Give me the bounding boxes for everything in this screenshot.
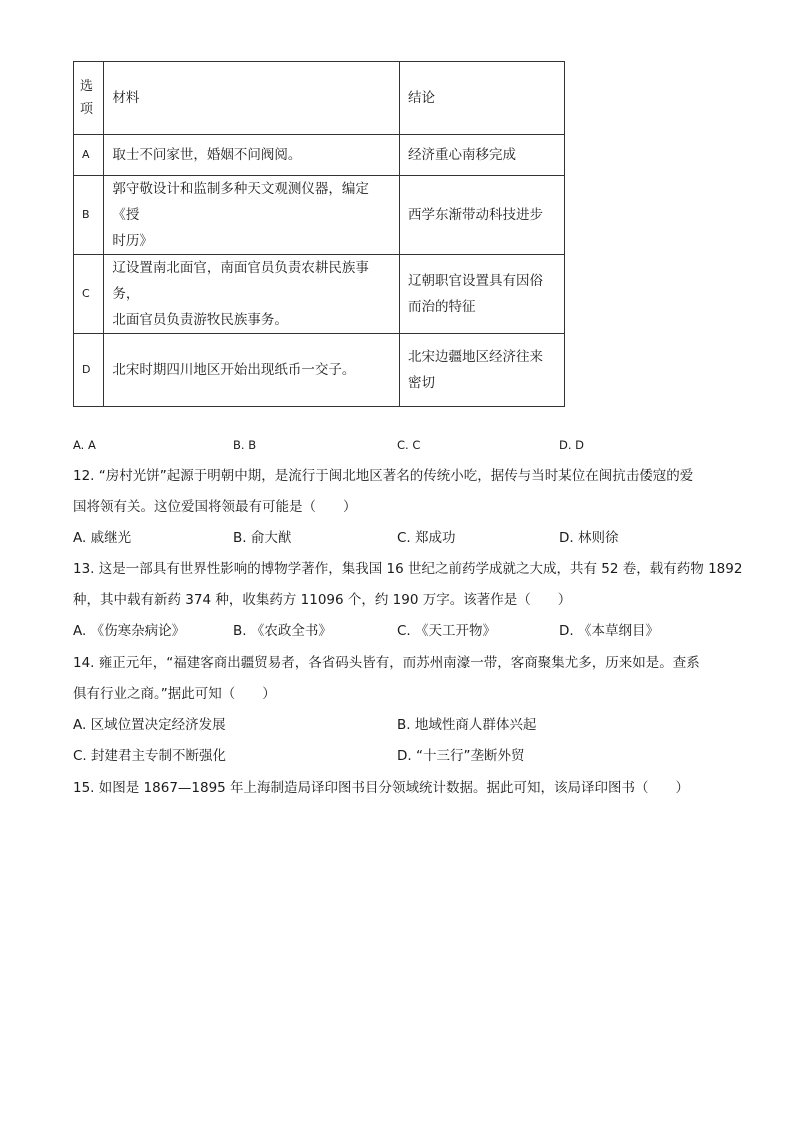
row-conclusion: 北宋边疆地区经济往来 密切 [399,334,564,407]
choice-b[interactable]: B. B [233,438,257,452]
choice-a[interactable]: A. 区域位置决定经济发展 [73,717,226,733]
choice-d[interactable]: D. “十三行”垄断外贸 [397,748,525,764]
question-14-stem-line-1: 14. 雍正元年，“福建客商出疆贸易者，各省码头皆有，而苏州南濠一带，客商聚集尤多，历来如是。查系 [73,655,700,671]
choice-a[interactable]: A. A [73,438,96,452]
question-15-stem-line-1: 15. 如图是 1867—1895 年上海制造局译印图书目分领域统计数据。据此可知，该局译印图书（ ） [73,780,690,796]
question-13-choices [73,621,733,641]
question-14-stem-line-2: 俱有行业之商。”据此可知（ ） [73,686,276,702]
header-option: 选 项 [74,62,104,135]
choice-d[interactable]: D. 林则徐 [559,530,619,546]
table-header-row [74,62,565,135]
choice-d[interactable]: D. 《本草纲目》 [559,623,659,639]
row-option: A [74,135,104,176]
question-12-stem-line-1: 12. “房村光饼”起源于明朝中期，是流行于闽北地区著名的传统小吃，据传与当时某位在闽抗击倭寇的爱 [73,468,694,484]
row-material: 取士不问家世，婚姻不问阀阅。 [104,135,400,176]
choice-c[interactable]: C. C [397,438,421,452]
choice-c[interactable]: C. 封建君主专制不断强化 [73,748,227,764]
table-row [74,176,565,255]
row-conclusion: 经济重心南移完成 [399,135,564,176]
choice-c[interactable]: C. 郑成功 [397,530,456,546]
row-conclusion: 西学东渐带动科技进步 [399,176,564,255]
table-row [74,255,565,334]
question-11-table [73,61,565,407]
row-option: C [74,255,104,334]
choice-b[interactable]: B. 《农政全书》 [233,623,332,639]
row-option: D [74,334,104,407]
choice-c[interactable]: C. 《天工开物》 [397,623,497,639]
question-12-choices [73,528,733,548]
row-material: 北宋时期四川地区开始出现纸币一交子。 [104,334,400,407]
header-conclusion: 结论 [399,62,564,135]
question-14-choices-row-2 [73,746,733,766]
choice-d[interactable]: D. D [559,438,585,452]
question-11-choices [73,435,733,455]
choice-a[interactable]: A. 《伤寒杂病论》 [73,623,186,639]
choice-a[interactable]: A. 戚继光 [73,530,132,546]
row-option: B [74,176,104,255]
table-row [74,135,565,176]
question-12-stem-line-2: 国将领有关。这位爱国将领最有可能是（ ） [73,499,357,515]
row-material: 辽设置南北面官，南面官员负责农耕民族事务， 北面官员负责游牧民族事务。 [104,255,400,334]
question-13-stem-line-1: 13. 这是一部具有世界性影响的博物学著作，集我国 16 世纪之前药学成就之大成，共有 52 卷，载有药物 1892 [73,561,743,577]
question-13-stem-line-2: 种，其中载有新药 374 种，收集药方 11096 个，约 190 万字。该著作是（ ） [73,592,572,608]
row-conclusion: 辽朝职官设置具有因俗 而治的特征 [399,255,564,334]
question-14-choices-row-1 [73,715,733,735]
table-row [74,334,565,407]
header-material: 材料 [104,62,400,135]
row-material: 郭守敬设计和监制多种天文观测仪器，编定《授 时历》 [104,176,400,255]
choice-b[interactable]: B. 俞大猷 [233,530,292,546]
choice-b[interactable]: B. 地域性商人群体兴起 [397,717,537,733]
